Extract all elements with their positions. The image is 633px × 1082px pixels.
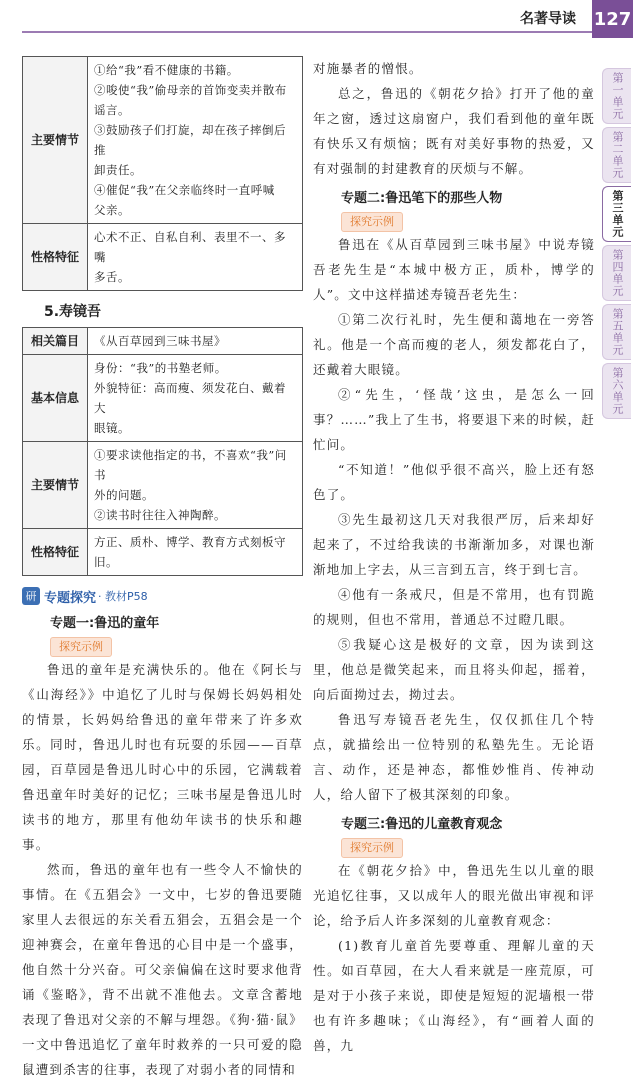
trait-value: 方正、质朴、博学、教育方式刻板守旧。: [88, 529, 303, 576]
header-rule: [22, 31, 592, 33]
plot-content: [88, 57, 303, 224]
trait-label: 性格特征: [23, 529, 88, 576]
plot-label: 主要情节: [23, 57, 88, 224]
left-column: [22, 56, 303, 1082]
explore-title: 专题探究: [44, 590, 97, 606]
plot-line: ④催促“我”在父亲临终时一直呼喊: [94, 183, 275, 197]
unit-tabs: [602, 68, 633, 422]
example-tag: 探究示例: [341, 838, 403, 858]
paragraph-summary: 总之，鲁迅的《朝花夕拾》打开了他的童年之窗，透过这扇窗户，我们看到他的童年既有快乐又有烦恼；既有对美好事物的热爱，又有对强制的封建教育的厌烦与不解。: [313, 86, 595, 176]
tab-unit-1[interactable]: 第一单元: [602, 68, 631, 124]
character-table-shoujingwu: [22, 327, 303, 576]
paragraph: 在《朝花夕拾》中，鲁迅先生以儿童的眼光追忆往事，又以成年人的眼光做出审视和评论，给予后人许多深刻的儿童教育观念：: [313, 863, 595, 928]
explore-subtitle: · 教材P58: [98, 590, 148, 603]
basic-content: [88, 355, 303, 442]
tab-unit-4[interactable]: 第四单元: [602, 245, 631, 301]
plot-line: ②读书时往往入神陶醉。: [94, 508, 226, 522]
example-tag: 探究示例: [341, 212, 403, 232]
running-title: 名著导读: [520, 11, 576, 27]
section-title-shoujingwu: 5.寿镜吾: [44, 304, 102, 320]
plot-content: [88, 442, 303, 529]
example-tag: 探究示例: [50, 637, 112, 657]
paragraph: 鲁迅写寿镜吾老先生，仅仅抓住几个特点，就描绘出一位特别的私塾先生。无论语言、动作，还是神态，都惟妙惟肖、传神动人，给人留下了极其深刻的印象。: [313, 712, 595, 802]
tab-unit-6[interactable]: 第六单元: [602, 363, 631, 419]
plot-line: 父亲。: [94, 203, 130, 217]
plot-line: ③鼓励孩子们打旋，却在孩子摔倒后推: [94, 123, 286, 157]
plot-line: 外的问题。: [94, 488, 154, 502]
plot-line: ①要求读他指定的书，不喜欢“我”问书: [94, 448, 287, 482]
plot-label: 主要情节: [23, 442, 88, 529]
paragraph: 鲁迅在《从百草园到三味书屋》中说寿镜吾老先生是“本城中极方正，质朴，博学的人”。文中这样描述寿镜吾老先生：: [313, 237, 595, 302]
page-number: 127: [592, 0, 633, 38]
plot-line: 卸责任。: [94, 163, 142, 177]
explore-icon: 研: [22, 587, 40, 605]
basic-line: 外貌特征：高而瘦、须发花白、戴着大: [94, 381, 286, 415]
topic-explore-banner: [22, 586, 303, 606]
trait-line: 多舌。: [94, 270, 130, 284]
paragraph: ③先生最初这几天对我很严厉，后来却好起来了，不过给我读的书渐渐加多，对课也渐渐地加上字去，从三言到五言，终于到七言。: [313, 512, 595, 577]
paragraph-continued: 对施暴者的憎恨。: [313, 61, 423, 76]
chapter-label: 相关篇目: [23, 328, 88, 355]
basic-line: 眼镜。: [94, 421, 130, 435]
paragraph: ②“先生，‘怪哉’这虫，是怎么一回事？……”我上了生书，将要退下来的时候，赶忙问。: [313, 387, 595, 452]
chapter-value: 《从百草园到三味书屋》: [88, 328, 303, 355]
trait-content: [88, 224, 303, 291]
trait-line: 心术不正、自私自利、表里不一、多嘴: [94, 230, 286, 264]
paragraph: “不知道！”他似乎很不高兴，脸上还有怒色了。: [313, 462, 595, 502]
paragraph: ①第二次行礼时，先生便和蔼地在一旁答礼。他是一个高而瘦的老人，须发都花白了，还戴着大眼镜。: [313, 312, 595, 377]
right-column: [313, 56, 595, 1058]
character-table-previous: [22, 56, 303, 291]
tab-unit-2[interactable]: 第二单元: [602, 127, 631, 183]
page-header: [0, 0, 633, 38]
paragraph: 鲁迅的童年是充满快乐的。他在《阿长与《山海经》》中追忆了儿时与保姆长妈妈相处的情景，长妈妈给鲁迅的童年带来了许多欢乐。同时，鲁迅儿时也有玩耍的乐园——百草园，百草园是鲁迅儿时心中的乐园，它满载着鲁迅童年时美好的记忆；三味书屋是鲁迅儿时读书的地方，那里有他幼年读书的快乐和趣事。: [22, 662, 303, 852]
tab-unit-3[interactable]: 第三单元: [602, 186, 631, 242]
tab-unit-5[interactable]: 第五单元: [602, 304, 631, 360]
paragraph: 然而，鲁迅的童年也有一些令人不愉快的事情。在《五猖会》一文中，七岁的鲁迅要随家里人去很远的东关看五猖会，五猖会是一个迎神赛会，在童年鲁迅的心目中是一个盛事，他自然十分兴奋。可父亲偏偏在这时要求他背诵《鉴略》，背不出就不准他去。文章含蓄地表现了鲁迅对父亲的不解与埋怨。《狗·猫·鼠》一文中鲁迅追忆了童年时救养的一只可爱的隐鼠遭到杀害的往事，表现了对弱小者的同情和: [22, 862, 303, 1077]
plot-line: 谣言。: [94, 103, 130, 117]
topic3-title: 专题三:鲁迅的儿童教育观念: [341, 817, 503, 832]
topic2-title: 专题二:鲁迅笔下的那些人物: [341, 191, 503, 206]
paragraph: ⑤我疑心这是极好的文章，因为读到这里，他总是微笑起来，而且将头仰起，摇着，向后面拗过去，拗过去。: [313, 637, 595, 702]
basic-label: 基本信息: [23, 355, 88, 442]
paragraph: ④他有一条戒尺，但是不常用，也有罚跪的规则，但也不常用，普通总不过瞪几眼。: [313, 587, 595, 627]
topic1-title: 专题一:鲁迅的童年: [50, 616, 160, 631]
plot-line: ①给“我”看不健康的书籍。: [94, 63, 239, 77]
basic-line: 身份：“我”的书塾老师。: [94, 361, 227, 375]
plot-line: ②唆使“我”偷母亲的首饰变卖并散布: [94, 83, 287, 97]
trait-label: 性格特征: [23, 224, 88, 291]
paragraph: (1)教育儿童首先要尊重、理解儿童的天性。如百草园，在大人看来就是一座荒原，可是对于小孩子来说，即使是短短的泥墙根一带也有许多趣味；《山海经》，有“画着人面的兽，九: [313, 938, 595, 1053]
